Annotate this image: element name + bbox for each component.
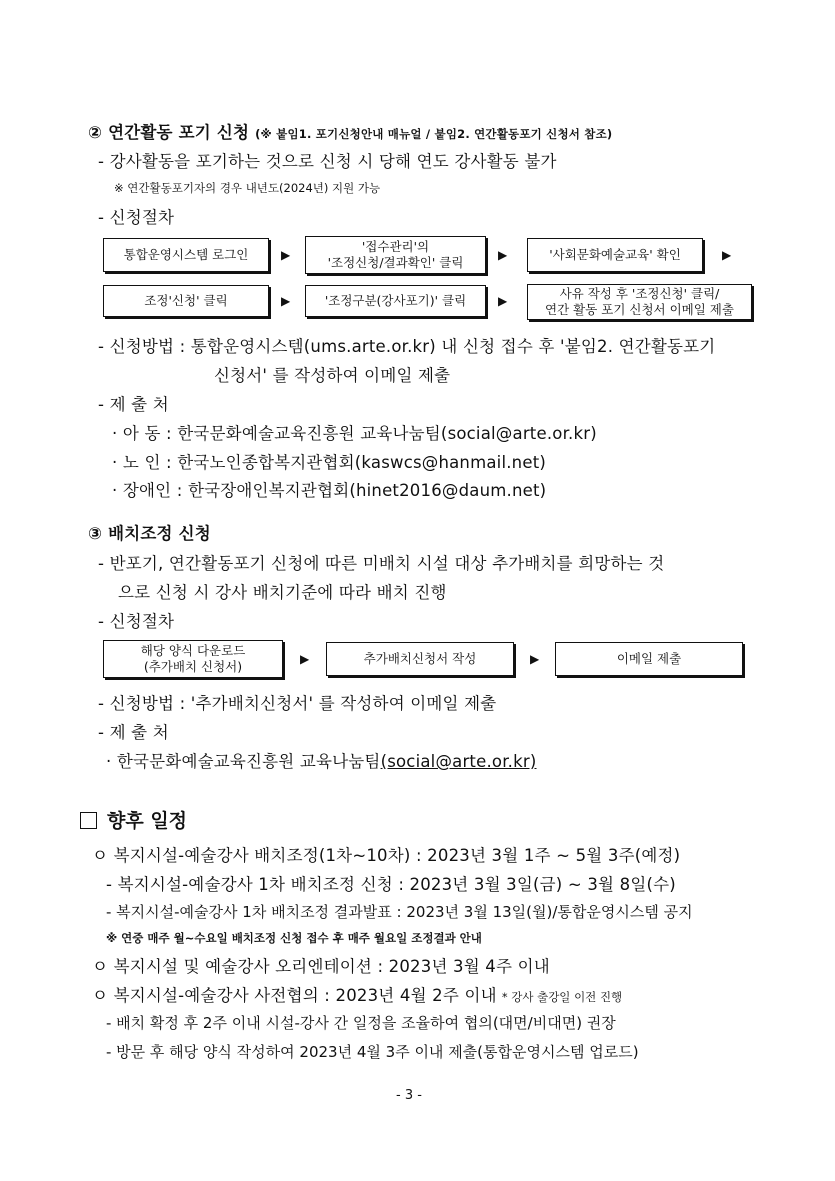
flow-box-reason [527,284,752,320]
flow-arrow-icon: ▶ [281,248,291,262]
sec3-line1: - 반포기, 연간활동포기 신청에 따른 미배치 시설 대상 추가배치를 희망하는 것 [98,554,665,573]
flow-box-type [305,285,486,317]
flow-arrow-icon: ▶ [498,294,508,308]
flow-box-receipt-line1: '접수관리'의 [361,239,430,254]
checkbox-square-icon [80,812,97,829]
schedule-item-4: ㅇ 복지시설 및 예술강사 오리엔테이션 : 2023년 3월 4주 이내 [92,957,550,976]
sec3-line2: 으로 신청 시 강사 배치기준에 따라 배치 진행 [118,583,447,602]
sec2-method-line1: - 신청방법 : 통합운영시스템(ums.arte.or.kr) 내 신청 접수 후 '붙임2. 연간활동포기 [98,337,716,356]
flow-box-reason-line1: 사유 작성 후 '조정신청' 클릭/ [559,286,720,301]
flow-box-email [555,642,743,676]
sec2-heading-note: (※ 붙임1. 포기신청안내 매뉴얼 / 붙임2. 연간활동포기 신청서 참조) [255,127,613,141]
sec3-heading [88,520,211,544]
flow-box-receipt-line2: '조정신청/결과확인' 클릭 [327,255,464,270]
sec2-submit-item-child: · 아 동 : 한국문화예술교육진흥원 교육나눔팀(social@arte.or.kr) [112,424,597,443]
flow-box-receipt [305,236,486,274]
flow-arrow-icon: ▶ [530,652,540,666]
schedule-heading-title: 향후 일정 [107,810,188,832]
schedule-item-5 [92,982,622,1006]
flow-box-confirm-text: '사회문화예술교육' 확인 [549,247,681,262]
flow-box-download [103,640,283,678]
sec3-method: - 신청방법 : '추가배치신청서' 를 작성하여 이메일 제출 [98,694,497,713]
flow-box-download-line2: (추가배치 신청서) [143,659,243,674]
sec3-submit-item [106,748,537,772]
sec3-submit-email-link[interactable]: (social@arte.or.kr) [380,752,537,771]
sec2-heading [88,119,612,143]
flow-arrow-icon: ▶ [281,294,291,308]
schedule-item-3: - 복지시설-예술강사 1차 배치조정 결과발표 : 2023년 3월 13일(월)/통합운영시스템 공지 [106,903,693,921]
flow-box-type-text: '조정구분(강사포기)' 클릭 [324,293,467,308]
flow-box-reason-line2: 연간 활동 포기 신청서 이메일 제출 [545,302,734,317]
schedule-note: ※ 연중 매주 월~수요일 배치조정 신청 접수 후 매주 월요일 조정결과 안내 [106,931,482,945]
schedule-item-1: ㅇ 복지시설-예술강사 배치조정(1차~10차) : 2023년 3월 1주 ~ 5월 3주(예정) [92,846,681,865]
schedule-item-6: - 배치 확정 후 2주 이내 시설-강사 간 일정을 조율하여 협의(대면/비대면) 권장 [106,1014,616,1032]
sec3-submit-org: · 한국문화예술교육진흥원 교육나눔팀 [106,752,381,771]
flow-box-email-text: 이메일 제출 [616,651,682,666]
sec2-method-line2: 신청서' 를 작성하여 이메일 제출 [214,366,451,385]
flow-box-apply-text: 조정'신청' 클릭 [144,293,228,308]
flow-box-download-line1: 해당 양식 다운로드 [140,643,246,658]
sec2-submit-item-disabled: · 장애인 : 한국장애인복지관협회(hinet2016@daum.net) [112,481,547,500]
sec2-submit-label: - 제 출 처 [98,395,169,414]
flow-box-write-text: 추가배치신청서 작성 [363,651,477,666]
schedule-item-2: - 복지시설-예술강사 1차 배치조정 신청 : 2023년 3월 3일(금) ~ 3월 8일(수) [106,875,676,894]
schedule-item-5-note: * 강사 출강일 이전 진행 [501,990,623,1004]
sec2-submit-item-elderly: · 노 인 : 한국노인종합복지관협회(kaswcs@hanmail.net) [112,453,547,472]
schedule-item-5-text: ㅇ 복지시설-예술강사 사전협의 : 2023년 4월 2주 이내 [92,986,497,1005]
schedule-item-7: - 방문 후 해당 양식 작성하여 2023년 4월 3주 이내 제출(통합운영시스템 업로드) [106,1043,639,1061]
flow-box-login-text: 통합운영시스템 로그인 [123,247,249,262]
flow-box-apply [103,285,269,317]
sec2-line1: - 강사활동을 포기하는 것으로 신청 시 당해 연도 강사활동 불가 [98,152,557,171]
sec2-heading-num: ② [88,123,103,142]
schedule-heading [80,806,187,833]
flow-arrow-icon: ▶ [300,652,310,666]
flow-arrow-icon: ▶ [722,248,732,262]
sec3-heading-title: 배치조정 신청 [108,524,211,543]
flow-arrow-icon: ▶ [498,248,508,262]
flow-box-write [326,642,514,676]
flow-box-confirm [527,238,703,272]
sec3-procedure-label: - 신청절차 [98,612,175,631]
page-number: - 3 - [396,1088,422,1103]
sec2-heading-title: 연간활동 포기 신청 [108,123,250,142]
sec2-procedure-label: - 신청절차 [98,208,175,227]
sec3-submit-label: - 제 출 처 [98,723,169,742]
sec2-note1: ※ 연간활동포기자의 경우 내년도(2024년) 지원 가능 [114,181,381,195]
sec3-heading-num: ③ [88,524,103,543]
flow-box-login [103,238,269,272]
